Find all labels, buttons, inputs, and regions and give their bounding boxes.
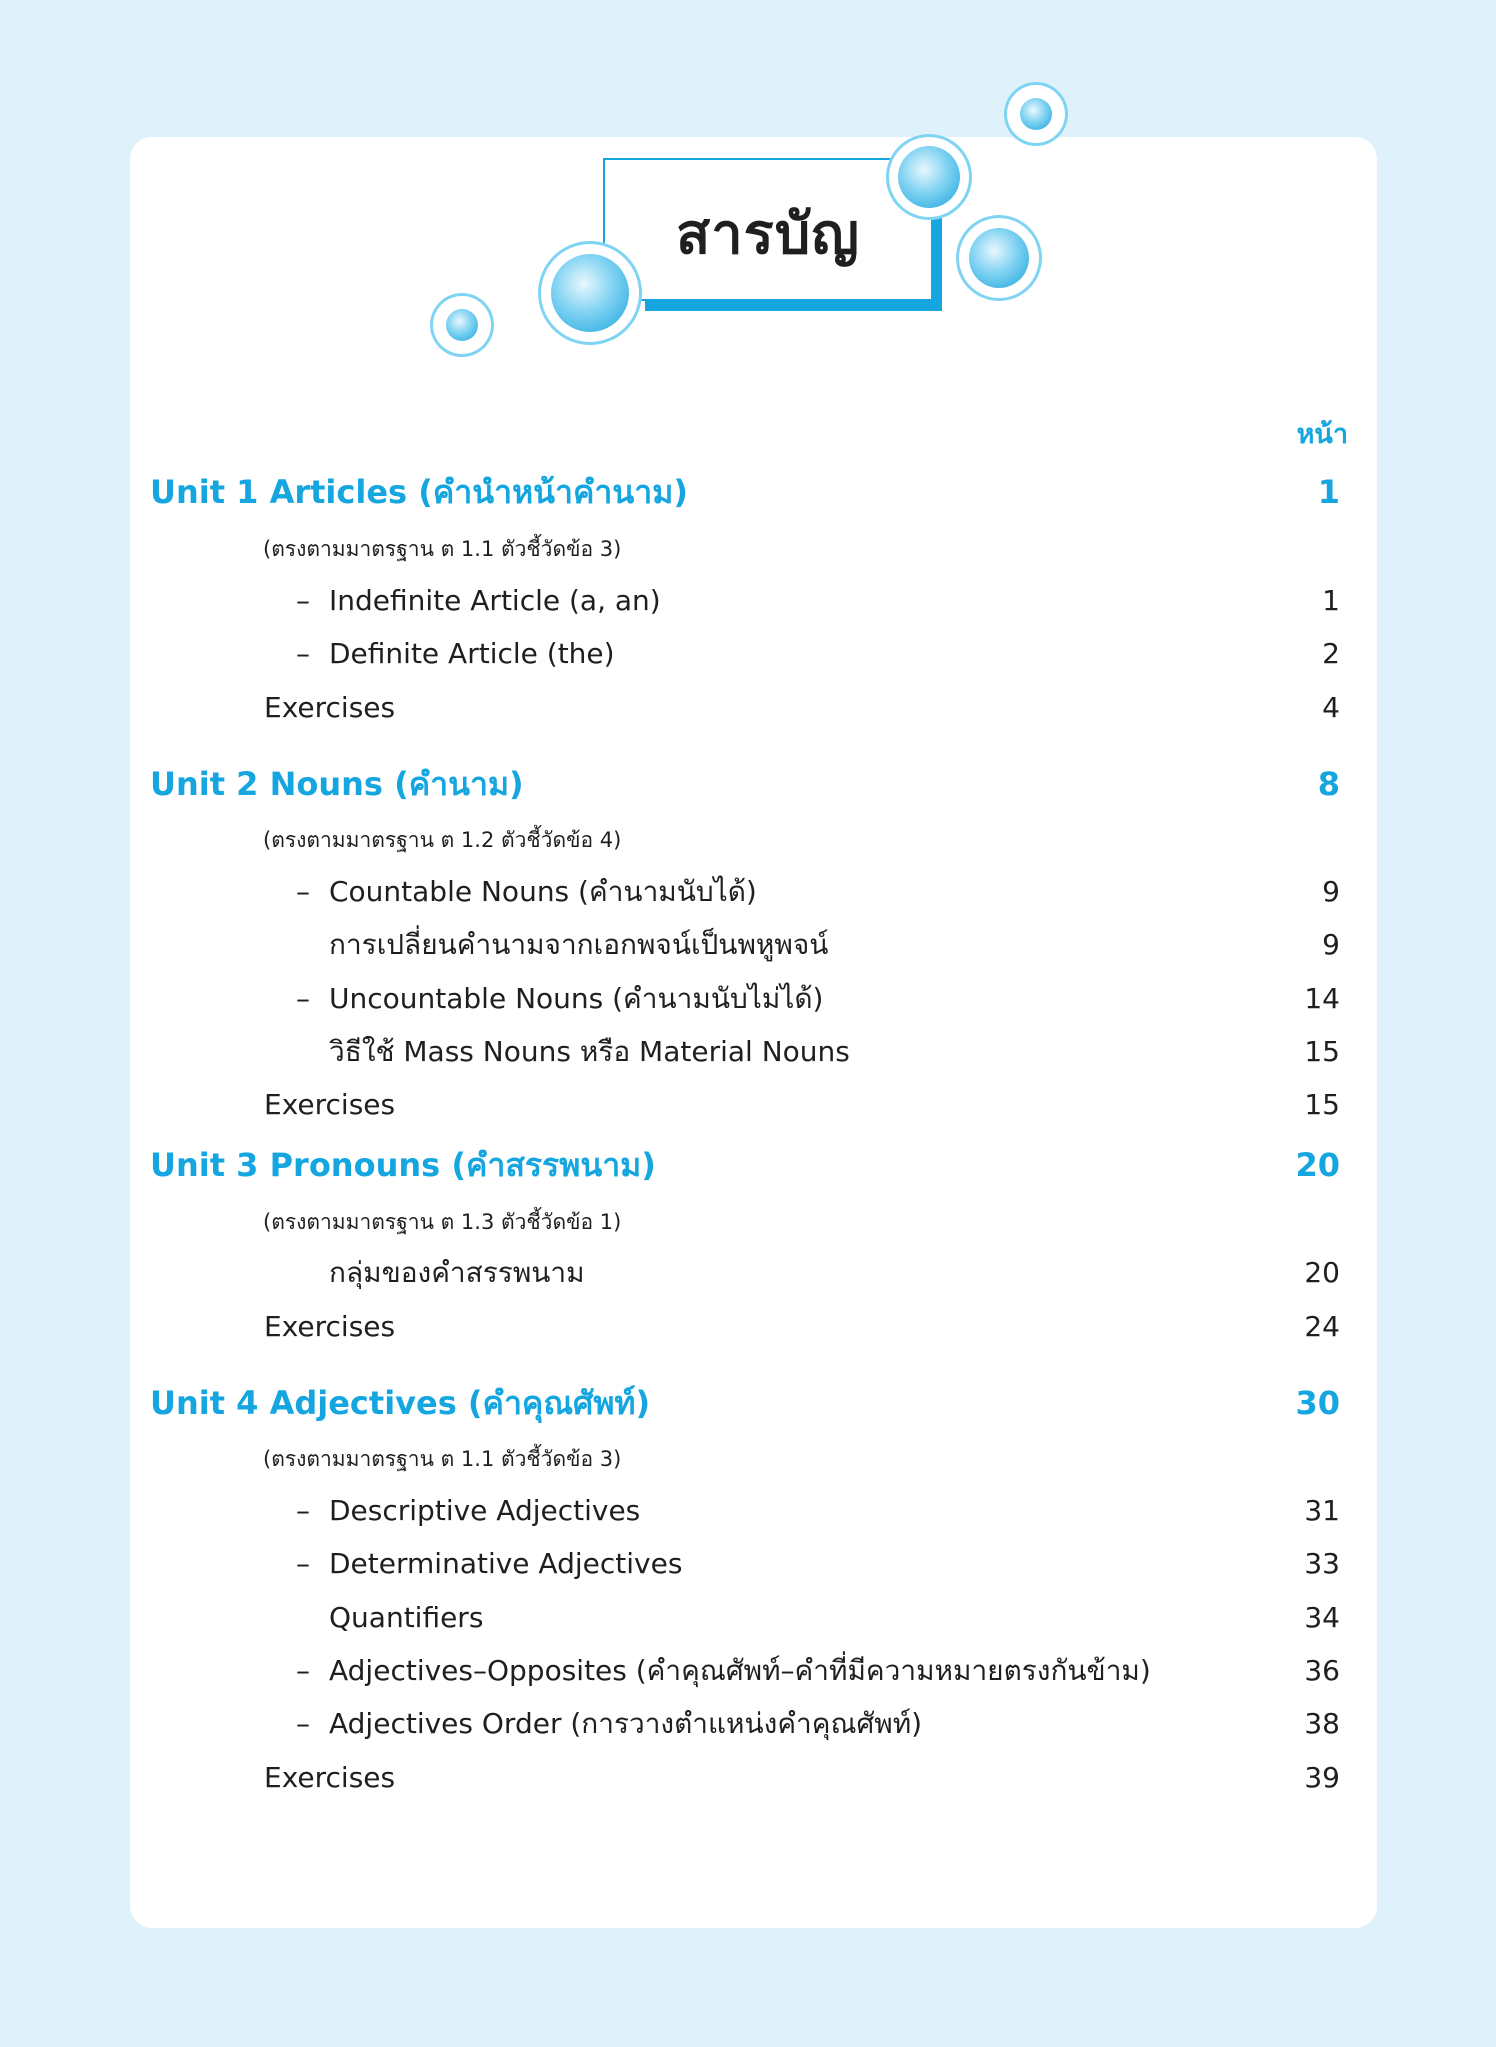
entry-text: กลุ่มของคำสรรพนาม	[329, 1256, 585, 1289]
bubble-right-icon	[956, 215, 1042, 301]
unit-title: Unit 4 Adjectives (คำคุณศัพท์)	[150, 1384, 651, 1422]
toc-unit-1[interactable]	[150, 468, 1340, 516]
entry-dash: –	[296, 1707, 310, 1740]
entry-dash: –	[296, 1547, 310, 1580]
entry-page: 34	[1304, 1601, 1340, 1634]
entry-text: Adjectives–Opposites (คำคุณศัพท์–คำที่มีความหมายตรงกันข้าม)	[329, 1654, 1151, 1687]
unit-page: 1	[1317, 473, 1340, 511]
bubble-top-center-icon	[886, 134, 972, 220]
toc-entry[interactable]	[150, 1487, 1340, 1535]
unit-title: Unit 3 Pronouns (คำสรรพนาม)	[150, 1146, 656, 1184]
standard-text: (ตรงตามมาตรฐาน ต 1.3 ตัวชี้วัดข้อ 1)	[263, 1210, 622, 1234]
entry-text: Exercises	[264, 1761, 396, 1794]
toc-entry[interactable]	[150, 921, 1340, 969]
entry-text: Quantifiers	[329, 1601, 484, 1634]
toc-entry-exercises[interactable]	[150, 684, 1340, 732]
unit-page: 20	[1295, 1146, 1340, 1184]
toc-unit-2[interactable]	[150, 760, 1340, 808]
toc-entry[interactable]	[150, 1594, 1340, 1642]
unit-standard	[150, 525, 1340, 573]
entry-page: 31	[1304, 1494, 1340, 1527]
toc-unit-3[interactable]	[150, 1141, 1340, 1189]
unit-title: Unit 2 Nouns (คำนาม)	[150, 765, 524, 803]
entry-text: การเปลี่ยนคำนามจากเอกพจน์เป็นพหูพจน์	[329, 928, 829, 961]
entry-dash: –	[296, 875, 310, 908]
entry-page: 1	[1322, 584, 1340, 617]
entry-text: Exercises	[264, 691, 396, 724]
page-title: สารบัญ	[676, 202, 860, 267]
standard-text: (ตรงตามมาตรฐาน ต 1.1 ตัวชี้วัดข้อ 3)	[263, 1447, 622, 1471]
toc-unit-4[interactable]	[150, 1379, 1340, 1427]
unit-standard	[150, 816, 1340, 864]
entry-text: Countable Nouns (คำนามนับได้)	[329, 875, 757, 908]
entry-page: 9	[1322, 875, 1340, 908]
entry-text: Indefinite Article (a, an)	[329, 584, 661, 617]
entry-page: 15	[1304, 1088, 1340, 1121]
entry-dash: –	[296, 982, 310, 1015]
toc-entry[interactable]	[150, 630, 1340, 678]
entry-text: Descriptive Adjectives	[329, 1494, 641, 1527]
entry-page: 36	[1304, 1654, 1340, 1687]
entry-page: 33	[1304, 1547, 1340, 1580]
bubble-large-left-icon	[538, 241, 642, 345]
entry-dash: –	[296, 1494, 310, 1527]
standard-text: (ตรงตามมาตรฐาน ต 1.2 ตัวชี้วัดข้อ 4)	[263, 828, 622, 852]
toc-entry[interactable]	[150, 1700, 1340, 1748]
entry-page: 14	[1304, 982, 1340, 1015]
entry-text: Exercises	[264, 1088, 396, 1121]
entry-dash: –	[296, 637, 310, 670]
toc-entry[interactable]	[150, 1540, 1340, 1588]
toc-entry[interactable]	[150, 1647, 1340, 1695]
toc-entry[interactable]	[150, 1249, 1340, 1297]
entry-text: Exercises	[264, 1310, 396, 1343]
entry-page: 39	[1304, 1761, 1340, 1794]
entry-dash: –	[296, 584, 310, 617]
unit-title: Unit 1 Articles (คำนำหน้าคำนาม)	[150, 473, 688, 511]
entry-text: Determinative Adjectives	[329, 1547, 683, 1580]
entry-page: 4	[1322, 691, 1340, 724]
entry-text: วิธีใช้ Mass Nouns หรือ Material Nouns	[329, 1035, 850, 1068]
toc-entry[interactable]	[150, 577, 1340, 625]
entry-page: 38	[1304, 1707, 1340, 1740]
toc-entry-exercises[interactable]	[150, 1754, 1340, 1802]
entry-text: Definite Article (the)	[329, 637, 615, 670]
toc-entry-exercises[interactable]	[150, 1081, 1340, 1129]
entry-text: Uncountable Nouns (คำนามนับไม่ได้)	[329, 982, 824, 1015]
unit-page: 30	[1295, 1384, 1340, 1422]
entry-text: Adjectives Order (การวางตำแหน่งคำคุณศัพท์)	[329, 1707, 923, 1740]
entry-page: 9	[1322, 928, 1340, 961]
standard-text: (ตรงตามมาตรฐาน ต 1.1 ตัวชี้วัดข้อ 3)	[263, 537, 622, 561]
unit-standard	[150, 1198, 1340, 1246]
entry-page: 2	[1322, 637, 1340, 670]
entry-page: 15	[1304, 1035, 1340, 1068]
unit-standard	[150, 1435, 1340, 1483]
toc-entry[interactable]	[150, 868, 1340, 916]
bubble-small-left-icon	[430, 293, 494, 357]
page-column-header: หน้า	[1296, 419, 1348, 450]
toc-entry-exercises[interactable]	[150, 1303, 1340, 1351]
toc-entry[interactable]	[150, 975, 1340, 1023]
entry-dash: –	[296, 1654, 310, 1687]
entry-page: 20	[1304, 1256, 1340, 1289]
toc-entry[interactable]	[150, 1028, 1340, 1076]
bubble-top-right-icon	[1004, 82, 1068, 146]
unit-page: 8	[1317, 765, 1340, 803]
entry-page: 24	[1304, 1310, 1340, 1343]
